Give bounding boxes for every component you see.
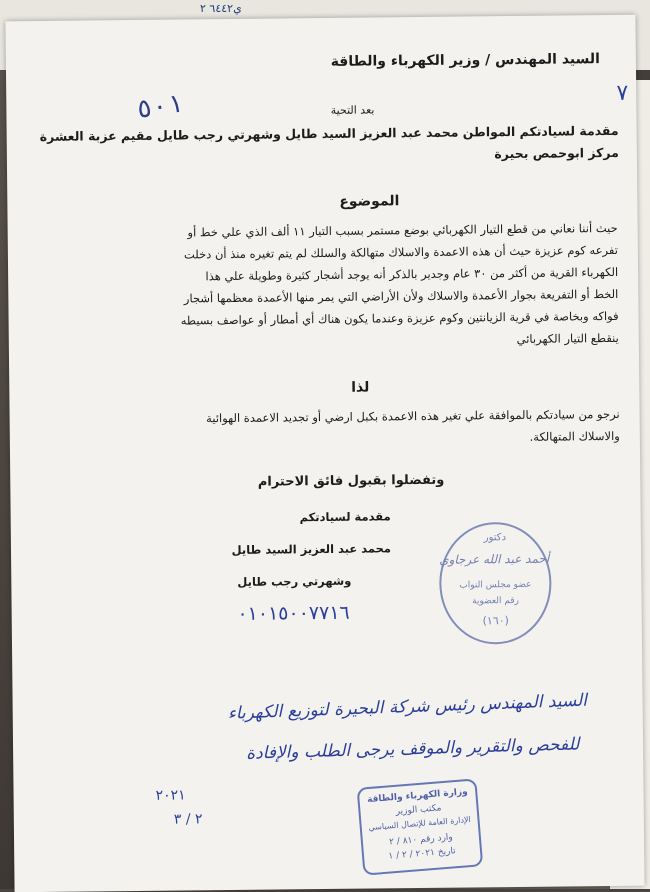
addressee: السيد المهندس / وزير الكهرباء والطاقة [330,51,600,70]
mp-stamp-membership-label: رقم العضوية [472,595,520,607]
intro-line-1: مقدمة لسيادتكم المواطن محمد عبد العزيز السيد طايل وشهرتي رجب طايل مقيم عزبة العشرة [39,122,619,144]
mp-stamp-role: عضو مجلس النواب [459,579,532,591]
ministry-stamp-line-3: الإدارة العامة للإتصال السياسي [368,814,472,833]
underlying-sheet-text: ي٦٤٤٢ ٢ [200,2,242,15]
ministry-stamp-line-5: تاريخ ٢٠٢١ / ٢ / ١ [388,846,457,862]
mp-stamp [439,522,552,645]
handwritten-date-day: ٢ / ٣ [173,811,203,828]
closing: وتفضلوا بقبول فائق الاحترام [257,472,445,490]
serial-number: ٥٠١ [134,88,186,126]
body-line-1: حيث أننا نعاني من قطع التيار الكهربائي بوضع مستمر بسبب التيار ١١ ألف الذي علي خط أو [187,220,618,240]
body-line-6: ينقطع التيار الكهربائي [516,330,619,346]
handwritten-referral-line-1: السيد المهندس رئيس شركة البحيرة لتوزيع الكهرباء [226,690,587,724]
body-line-5: فواكه وبخاصة في قرية الزيانتين وكوم عزيزة وعندما يكون هناك أي أمطار أو عواصف بسيطه [180,308,619,328]
subject-heading: الموضوع [339,193,400,210]
body-line-2: تفرعه كوم عزيزة حيث أن هذه الاعمدة والاسلاك متهالكة والسلك لم يتم تغيره منذ أن دخلت [183,242,618,262]
sign-presented: مقدمة لسيادتكم [299,509,391,525]
mp-stamp-title: دكتور [483,532,507,544]
handwritten-referral-line-2: للفحص والتقرير والموقف يرجى الطلب والإفادة [245,734,580,764]
top-number: ٧ [616,80,629,106]
letter-sheet [5,15,644,892]
greeting: بعد التحية [330,103,375,117]
ministry-stamp [357,778,484,875]
mp-stamp-membership-number: (١٦٠) [482,614,509,628]
sign-nickname: وشهرتي رجب طايل [237,573,352,589]
request-line-2: والاسلاك المتهالكة. [529,428,620,444]
handwritten-phone: ٠١٠١٥٠٠٧٧١٦ [237,601,350,625]
body-line-3: الكهرباء القرية من أكثر من ٣٠ عام وجدير بالذكر أنه يوجد أشجار كثيرة وطويلة علي هذا [205,264,619,284]
mp-stamp-name: أحمد عبد الله عرجاوي [439,551,550,567]
request-heading: لذا [351,379,370,396]
ministry-stamp-line-2: مكتب الوزير [395,803,442,817]
intro-line-2: مركز ابوحمص بحيرة [494,144,619,162]
request-line-1: نرجو من سيادتكم بالموافقة علي تغير هذه الاعمدة بكبل ارضي أو تجديد الاعمدة الهوائية [206,406,620,426]
sign-name: محمد عبد العزيز السيد طايل [231,541,392,557]
body-line-4: الخط أو التفريعة بجوار الأعمدة والاسلاك ولأن الأراضي التي يمر منها الأعمدة معظمها أشجار [183,286,619,306]
ministry-stamp-line-1: وزارة الكهرباء والطاقة [366,787,469,806]
handwritten-date-year: ٢٠٢١ [155,787,186,804]
ministry-stamp-line-4: وارد رقم ٨١٠ / ٢ [388,832,454,848]
